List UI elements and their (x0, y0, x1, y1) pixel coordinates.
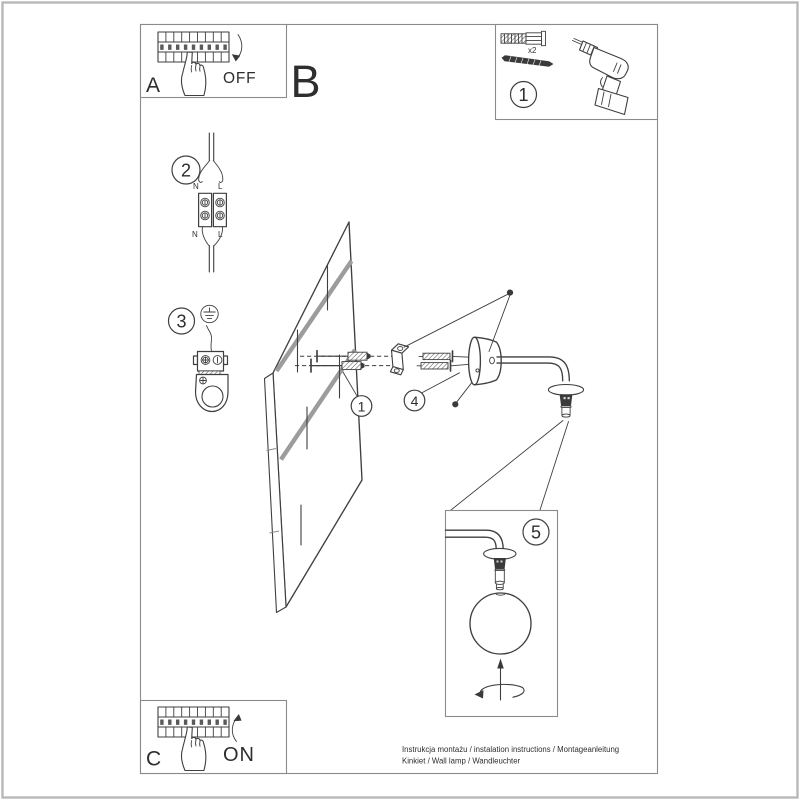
terminal-l-top-label: L (218, 182, 223, 191)
kit-box (496, 25, 658, 120)
set-screw-bottom (452, 401, 458, 407)
lamp-socket (560, 394, 573, 406)
socket-mark (497, 561, 499, 563)
glass-globe (470, 593, 531, 654)
socket-tube-end (562, 414, 570, 417)
socket-mark (501, 561, 503, 563)
panel-c-label: C (146, 747, 162, 771)
callout-1-number: 1 (357, 398, 366, 415)
panel-c (141, 701, 287, 774)
panel-a-label: A (146, 74, 161, 97)
footer-line2: Kinkiet / Wall lamp / Wandleuchter (402, 756, 521, 766)
panel-c-state: ON (223, 744, 255, 766)
detail-box (446, 511, 558, 717)
terminal-l-bottom-label: L (218, 230, 223, 239)
wall-plug-1 (348, 352, 367, 360)
wall-plug-icon (501, 31, 546, 45)
set-screw-top (507, 290, 513, 296)
callout-4-number: 4 (410, 393, 419, 409)
step3-number: 3 (176, 311, 187, 332)
detail-step-number: 5 (530, 522, 542, 543)
socket-mark (568, 397, 570, 399)
footer-line1: Instrukcja montażu / instalation instructions / Montageanleitung (402, 745, 620, 754)
detail-shade-disc (484, 548, 516, 559)
canopy-rim (469, 337, 481, 385)
step2-number: 2 (180, 160, 192, 181)
wall-plug-2 (342, 362, 361, 370)
panel-a-state: OFF (223, 70, 257, 87)
canopy-screw-body-2 (421, 363, 448, 369)
detail-socket (494, 558, 506, 570)
canopy-screw-body-1 (423, 353, 450, 359)
terminal-tab-right (224, 356, 228, 365)
terminal-n-top-label: N (193, 182, 199, 191)
kit-step-number: 1 (518, 85, 529, 105)
section-b-label: B (290, 56, 321, 107)
panel-a (141, 25, 287, 98)
anchor-quantity-label: x2 (528, 46, 537, 55)
terminal-n-bottom-label: N (192, 230, 198, 239)
lamp-shade-disc (548, 385, 583, 396)
detail-tube-end (495, 581, 504, 584)
socket-mark (564, 397, 566, 399)
